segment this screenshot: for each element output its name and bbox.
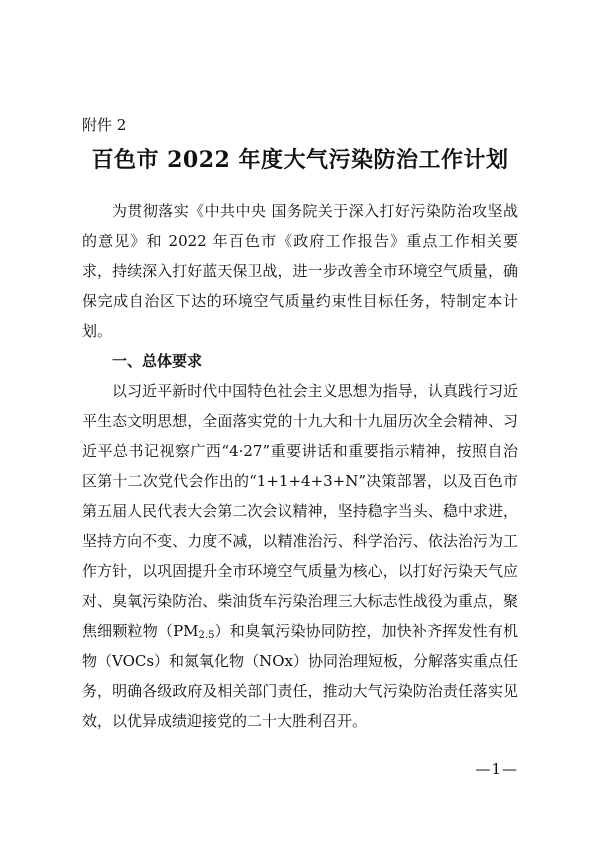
section-text-part2: ）和臭氧污染协同防控，加快补齐挥发性有机物（VOCs）和氮氧化物（NOx）协同治理短板，分解落实重点任务，明确各级政府及相关部门责任，推动大气污染防治责任落实见效，以优异成绩迎接党的二十大胜利召开。	[82, 622, 518, 730]
section-heading: 一、总体要求	[112, 352, 203, 370]
pm-subscript: 2.5	[198, 630, 215, 641]
section-text-part1: 以习近平新时代中国特色社会主义思想为指导，认真践行习近平生态文明思想，全面落实党的十九大和十九届历次全会精神、习近平总书记视察广西“4·27”重要讲话和重要指示精神，按照自治区第十二次党代会作出的“1+1+4+3+N”决策部署，以及百色市第五届人民代表大会第二次会议精神，坚持稳字当头、稳中求进，坚持方向不变、力度不减，以精准治污、科学治污、依法治污为工作方针，以巩固提升全市环境空气质量为核心，以打好污染天气应对、臭氧污染防治、柴油货车污染治理三大标志性战役为重点，聚焦细颗粒物（PM	[82, 382, 518, 640]
intro-paragraph: 为贯彻落实《中共中央 国务院关于深入打好污染防治攻坚战的意见》和 2022 年百色市《政府工作报告》重点工作相关要求，持续深入打好蓝天保卫战，进一步改善全市环境空气质量，确保完成自治区下达的环境空气质量约束性目标任务，特制定本计划。	[82, 202, 518, 340]
section-paragraph	[82, 376, 518, 736]
attachment-label: 附件 2	[82, 116, 127, 134]
document-title: 百色市 2022 年度大气污染防治工作计划	[91, 147, 509, 173]
document-body	[82, 196, 518, 736]
page-number: —1—	[475, 760, 518, 778]
